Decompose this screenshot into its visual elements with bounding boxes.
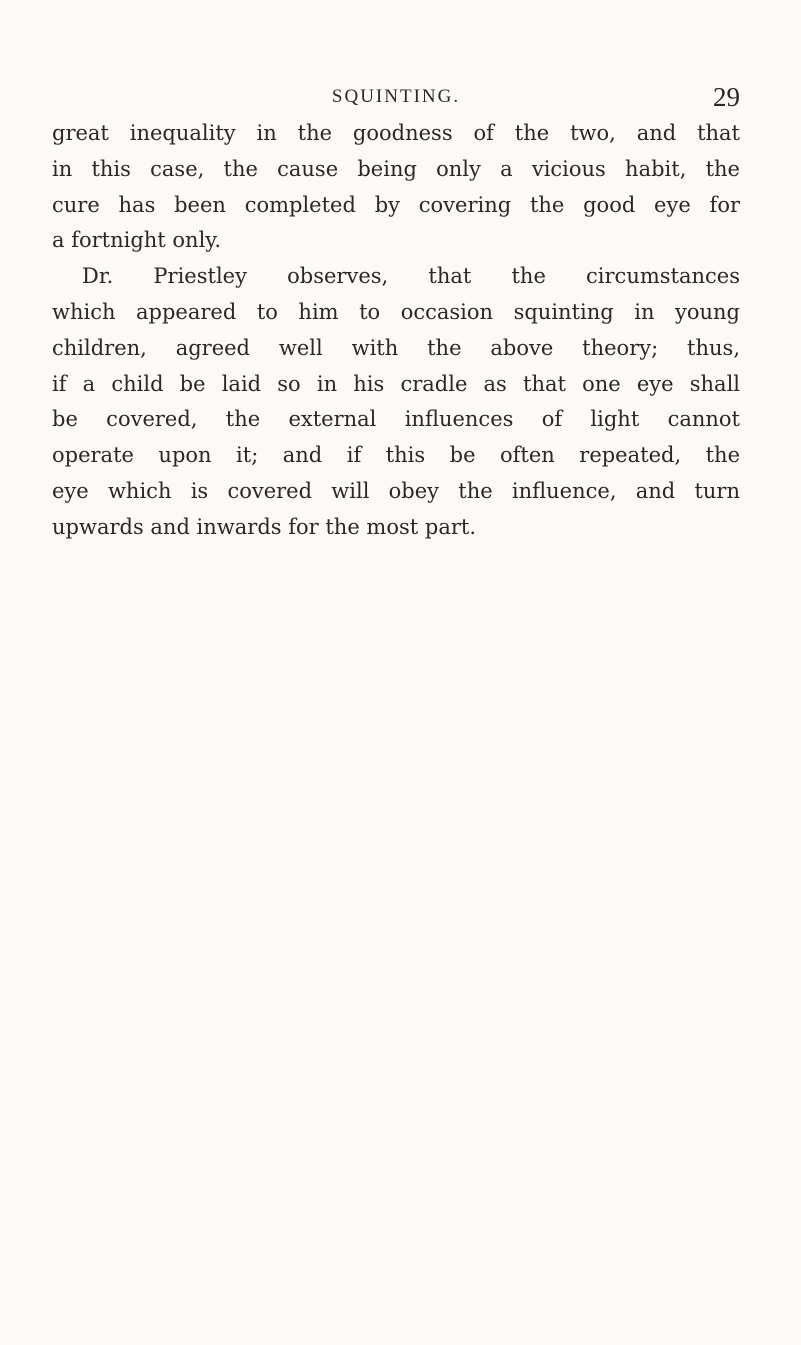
- paragraph-2: [52, 259, 740, 545]
- text-line: eye which is covered will obey the influence, and turn: [52, 478, 740, 503]
- body-text: [52, 116, 740, 546]
- text-line: upwards and inwards for the most part.: [52, 514, 476, 539]
- text-line: great inequality in the goodness of the two, and that: [52, 121, 740, 145]
- page-number: 29: [713, 82, 740, 112]
- text-line: cure has been completed by covering the good eye for: [52, 192, 740, 217]
- running-title: SQUINTING.: [331, 86, 461, 107]
- text-line: a fortnight only.: [52, 228, 222, 253]
- text-line: if a child be laid so in his cradle as that one eye shall: [52, 371, 740, 396]
- text-line: which appeared to him to occasion squinting in young: [52, 299, 740, 324]
- text-line: children, agreed well with the above theory; thus,: [52, 335, 740, 360]
- text-line: operate upon it; and if this be often repeated, the: [52, 443, 740, 468]
- text-line: Dr. Priestley observes, that the circumstances: [82, 264, 740, 289]
- paragraph-1: [52, 116, 740, 259]
- running-head: [52, 82, 740, 112]
- text-line: be covered, the external influences of light cannot: [52, 407, 740, 432]
- text-line: in this case, the cause being only a vicious habit, the: [52, 156, 740, 181]
